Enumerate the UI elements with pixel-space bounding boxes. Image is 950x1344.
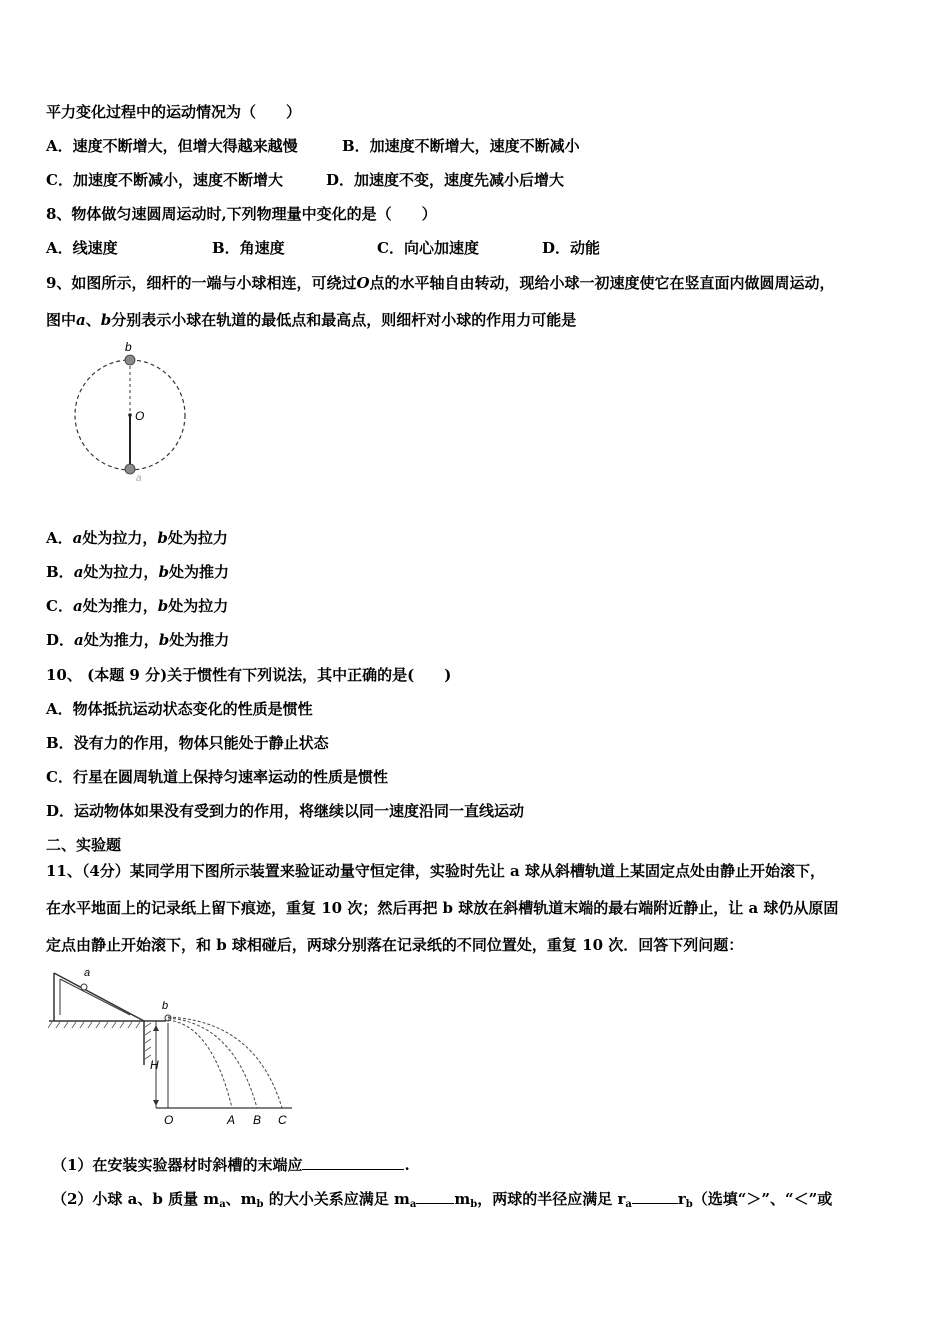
q11-stem-line1: 11、（4分）某同学用下图所示装置来验证动量守恒定律，实验时先让 a 球从斜槽轨道上某固定点处由静止开始滚下， [46,862,825,880]
q9-line1-pre: 9、如图所示，细杆的一端与小球相连，可绕过 [46,274,357,292]
q11-label-B: B [253,1113,262,1127]
q10-stem: 10、 (本题 9 分)关于惯性有下列说法，其中正确的是( ) [46,666,452,684]
q9-line1-o: O [356,274,370,292]
q9-line2-b: b [100,311,112,329]
q7-option-b: B．加速度不断增大，速度不断减小 [342,137,580,155]
q8-option-d: D．动能 [542,239,601,257]
q9-label-a: a [136,473,142,483]
q11-apparatus-figure [44,965,304,1130]
q11-answer-blank-radius[interactable] [632,1188,678,1204]
section-heading: 二、实验题 [46,836,122,854]
q11-stem-line3: 定点由静止开始滚下，和 b 球相碰后，两球分别落在记录纸的不同位置处，重复 10 次．回答下列问题： [46,936,744,954]
q9-option-c: C．a处为推力，b处为拉力 [46,597,229,615]
q7-option-d: D．加速度不变，速度先减小后增大 [326,171,565,189]
q8-option-b: B．角速度 [212,239,285,257]
q9-line2-a: a [76,311,86,329]
q9-ball-top [125,355,135,365]
q11-answer-blank-1[interactable] [302,1154,404,1170]
q7-option-c: C．加速度不断减小，速度不断增大 [46,171,283,189]
q11-label-O: O [164,1113,174,1127]
q8-option-a: A．线速度 [46,239,118,257]
q9-option-d: D．a处为推力，b处为推力 [46,631,230,649]
q9-line2-post: 分别表示小球在轨道的最低点和最高点，则细杆对小球的作用力可能是 [111,311,577,329]
q11-stem-line2: 在水平地面上的记录纸上留下痕迹，重复 10 次；然后再把 b 球放在斜槽轨道末端的最右端附近静止，让 a 球仍从原固 [46,899,839,917]
q10-option-b: B．没有力的作用，物体只能处于静止状态 [46,734,329,752]
q11-label-A: A [227,1113,236,1127]
q7-option-a: A．速度不断增大，但增大得越来越慢 [46,137,298,155]
q11-subquestion-1: （1）在安装实验器材时斜槽的末端应 . [52,1156,410,1174]
q11-label-H: H [150,1058,159,1072]
q9-circle-figure [70,338,195,483]
q8-stem: 8、物体做匀速圆周运动时,下列物理量中变化的是（ ） [46,205,437,223]
q8-option-c: C．向心加速度 [377,239,479,257]
q10-option-a: A．物体抵抗运动状态变化的性质是惯性 [46,700,313,718]
q11-subquestion-2: （2）小球 a、b 质量 $m_a$、$m_b$ 的大小关系应满足 $m_a$ $m_b$，两球的半径应满足 $r_a$ $r_b$（选填“＞”、“＜”或 [52,1190,833,1210]
q9-line2-sep: 、 [85,311,101,329]
q11-label-a: a [84,967,91,979]
q10-option-c: C．行星在圆周轨道上保持匀速率运动的性质是惯性 [46,768,388,786]
q9-option-a: A．a处为拉力，b处为拉力 [46,529,228,547]
q11-ball-a [81,984,87,990]
q9-pivot [128,413,132,417]
q10-option-d: D．运动物体如果没有受到力的作用，将继续以同一速度沿同一直线运动 [46,802,525,820]
q9-label-o: O [135,409,145,423]
q9-stem-line2 [46,310,576,330]
q9-label-b: b [125,340,132,354]
q9-ball-bottom [125,464,135,474]
q11-label-C: C [278,1113,287,1127]
q11-label-b: b [162,1000,169,1012]
q9-stem-line1 [46,273,835,293]
q9-option-b: B．a处为拉力，b处为推力 [46,563,229,581]
q9-line2-pre: 图中 [46,311,77,329]
q7-stem-tail: 平力变化过程中的运动情况为（ ） [46,103,302,121]
q9-line1-post: 点的水平轴自由转动，现给小球一初速度使它在竖直面内做圆周运动， [369,274,835,292]
q11-answer-blank-mass[interactable] [416,1188,454,1204]
